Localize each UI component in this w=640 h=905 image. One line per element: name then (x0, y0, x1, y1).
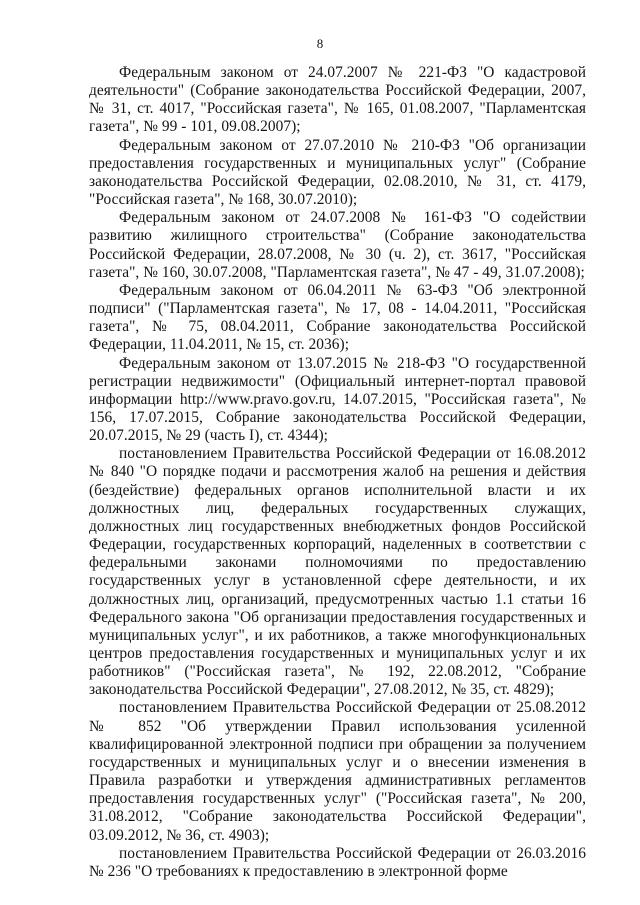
page-number: 8 (316, 36, 324, 51)
document-body (89, 64, 586, 881)
paragraph-law-221-fz: Федеральным законом от 24.07.2007 № 221-ФЗ "О кадастровой деятельности" (Собрание законодательства Российской Федерации, 2007, № 31, ст. 4017, "Российская газета", № 165, 01.08.2007, "Парламентская газета", № 99 - 101, 09.08.2007); (89, 64, 586, 136)
paragraph-resolution-236: постановлением Правительства Российской Федерации от 26.03.2016 № 236 "О требованиях к предоставлению в электронной форме (89, 844, 586, 880)
paragraph-law-63-fz: Федеральным законом от 06.04.2011 № 63-ФЗ "Об электронной подписи" ("Парламентская газета", № 17, 08 - 14.04.2011, "Российская газета", № 75, 08.04.2011, Собрание законодательства Российской Федерации, 11.04.2011, № 15, ст. 2036); (89, 281, 586, 354)
paragraph-resolution-840: постановлением Правительства Российской Федерации от 16.08.2012 № 840 "О порядке подачи и рассмотрения жалоб на решения и действия (бездействие) федеральных органов исполнительной власти и их должностных лиц, федеральных государственных служащих, должностных лиц государственных внебюджетных фондов Российской Федерации, государственных корпораций, наделенных в соответствии с федеральными законами полномочиями по предоставлению государственных услуг в установленной сфере деятельности, и их должностных лиц, организаций, предусмотренных частью 1.1 статьи 16 Федерального закона "Об организации предоставления государственных и муниципальных услуг", и их работников, а также многофункциональных центров предоставления государственных и муниципальных услуг и их работников" ("Российская газета", № 192, 22.08.2012, "Собрание законодательства Российской Федерации", 27.08.2012, № 35, ст. 4829); (89, 445, 586, 699)
paragraph-law-161-fz: Федеральным законом от 24.07.2008 № 161-ФЗ "О содействии развитию жилищного строительства" (Собрание законодательства Российской Федерации, 28.07.2008, № 30 (ч. 2), ст. 3617, "Российская газета", № 160, 30.07.2008, "Парламентская газета", № 47 - 49, 31.07.2008); (89, 209, 586, 281)
paragraph-law-218-fz: Федеральным законом от 13.07.2015 № 218-ФЗ "О государственной регистрации недвижимости" (Официальный интернет-портал правовой информации http://www.pravo.gov.ru, 14.07.2015, "Российская газета", № 156, 17.07.2015, Собрание законодательства Российской Федерации, 20.07.2015, № 29 (часть I), ст. 4344); (89, 354, 586, 445)
paragraph-resolution-852: постановлением Правительства Российской Федерации от 25.08.2012 № 852 "Об утверждении Правил использования усиленной квалифицированной электронной подписи при обращении за получением государственных и муниципальных услуг и о внесении изменения в Правила разработки и утверждения административных регламентов предоставления государственных услуг" ("Российская газета", № 200, 31.08.2012, "Собрание законодательства Российской Федерации", 03.09.2012, № 36, ст. 4903); (89, 699, 586, 844)
paragraph-law-210-fz: Федеральным законом от 27.07.2010 № 210-ФЗ "Об организации предоставления государственных и муниципальных услуг" (Собрание законодательства Российской Федерации, 02.08.2010, № 31, ст. 4179, "Российская газета", № 168, 30.07.2010); (89, 136, 586, 209)
